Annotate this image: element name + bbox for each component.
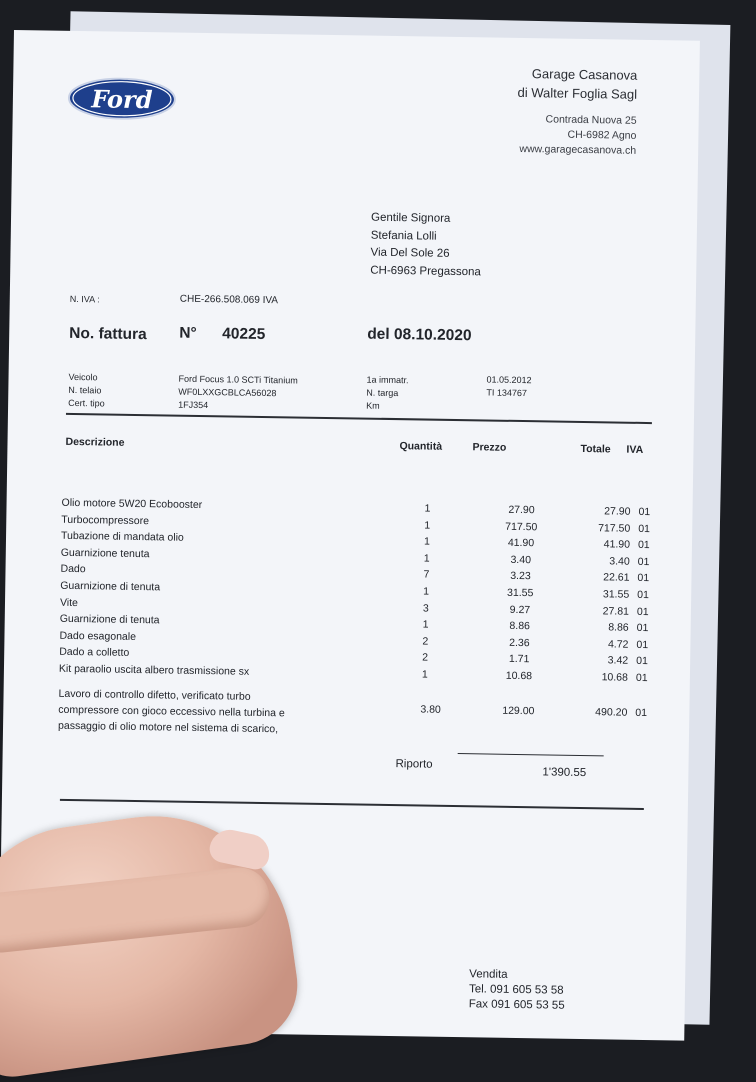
labour-row (57, 686, 659, 736)
item-iva: 01 (636, 605, 649, 618)
col-iva: IVA (626, 443, 644, 456)
recipient-salutation: Gentile Signora (371, 211, 451, 225)
item-description: Kit paraolio uscita albero trasmissione sx (58, 662, 250, 678)
item-total: 4.72 (607, 638, 629, 651)
item-total: 3.40 (609, 555, 630, 568)
item-qty: 3 (422, 602, 429, 615)
company-block (517, 64, 638, 159)
invoice-date: del 08.10.2020 (367, 325, 472, 345)
company-name-2: di Walter Foglia Sagl (517, 84, 638, 102)
item-price: 9.27 (509, 603, 531, 616)
item-description: Tubazione di mandata olio (60, 529, 184, 544)
item-qty: 2 (422, 635, 429, 648)
item-price: 3.23 (510, 570, 531, 583)
vehicle-labels (68, 371, 105, 411)
ford-logo (68, 77, 177, 126)
item-qty: 1 (424, 502, 431, 515)
item-iva: 01 (637, 539, 650, 552)
item-iva: 01 (635, 671, 648, 685)
item-qty: 1 (423, 535, 430, 548)
item-iva: 01 (638, 522, 651, 535)
invoice-number: 40225 (222, 325, 266, 343)
item-qty: 7 (423, 568, 430, 581)
contact-block (469, 967, 566, 1014)
recipient-block (370, 210, 482, 282)
label-km: Km (366, 400, 380, 411)
item-total: 717.50 (598, 521, 631, 535)
company-address: Contrada Nuova 25 (545, 113, 637, 127)
item-description: Turbocompressore (61, 513, 150, 527)
item-iva: 01 (636, 622, 649, 635)
company-website: www.garagecasanova.ch (519, 142, 637, 157)
col-descrizione: Descrizione (65, 435, 125, 449)
vehicle-values (178, 373, 298, 414)
value-tipo: 1FJ354 (178, 399, 209, 411)
item-description: Vite (59, 596, 79, 609)
labour-iva: 01 (635, 706, 648, 720)
col-prezzo: Prezzo (472, 441, 507, 454)
col-quantita: Quantità (399, 440, 443, 453)
item-total: 3.42 (607, 654, 629, 668)
item-qty: 2 (422, 651, 429, 664)
item-price: 41.90 (507, 537, 535, 550)
footer-divider (60, 799, 644, 810)
riporto-rule (458, 753, 604, 756)
item-description: Dado (60, 563, 86, 576)
item-description: Guarnizione di tenuta (59, 612, 160, 627)
item-qty: 1 (423, 552, 430, 565)
company-city: CH-6982 Agno (567, 128, 637, 142)
item-qty: 1 (424, 519, 431, 532)
item-total: 31.55 (602, 588, 630, 601)
registration-labels (366, 374, 409, 414)
item-iva: 01 (636, 638, 649, 651)
item-description: Olio motore 5W20 Ecobooster (61, 496, 203, 512)
recipient-street: Via Del Sole 26 (370, 246, 450, 260)
item-total: 27.81 (602, 604, 630, 618)
label-targa: N. targa (366, 387, 399, 399)
riporto-value: 1'390.55 (542, 766, 587, 780)
item-description: Dado a colletto (59, 646, 130, 660)
sales-tel: Tel. 091 605 53 58 (468, 983, 564, 997)
item-total: 8.86 (608, 621, 629, 634)
value-immatr: 01.05.2012 (486, 374, 532, 386)
company-name: Garage Casanova (531, 66, 638, 83)
vat-number: CHE-266.508.069 IVA (179, 293, 279, 307)
invoice-number-label: N° (179, 324, 197, 342)
item-total: 41.90 (603, 538, 631, 551)
label-tipo: Cert. tipo (68, 397, 105, 409)
label-immatr: 1a immatr. (366, 374, 409, 386)
item-price: 1.71 (508, 653, 530, 666)
item-iva: 01 (637, 588, 649, 602)
item-description: Dado esagonale (59, 629, 137, 643)
item-qty: 1 (422, 618, 429, 631)
recipient-city: CH-6963 Pregassona (370, 264, 481, 278)
label-veicolo: Veicolo (68, 371, 98, 383)
item-total: 10.68 (601, 671, 628, 684)
svg-text:Ford: Ford (91, 84, 153, 115)
value-targa: TI 134767 (486, 387, 527, 399)
item-price: 717.50 (505, 520, 538, 533)
riporto-label: Riporto (395, 758, 433, 771)
col-totale: Totale (580, 442, 611, 456)
item-description: Guarnizione di tenuta (60, 579, 161, 594)
item-qty: 1 (423, 585, 430, 598)
header-divider (66, 413, 652, 424)
item-iva: 01 (636, 655, 648, 668)
item-price: 2.36 (509, 636, 530, 649)
item-price: 10.68 (505, 669, 533, 683)
label-telaio: N. telaio (68, 384, 102, 396)
sales-label: Vendita (469, 968, 508, 981)
sales-fax: Fax 091 605 53 55 (468, 998, 565, 1012)
vat-label: N. IVA : (69, 293, 100, 305)
labour-qty: 3.80 (420, 703, 441, 716)
value-telaio: WF0LXXGCBLCA56028 (178, 386, 277, 399)
labour-price: 129.00 (502, 704, 535, 718)
registration-values (486, 373, 531, 400)
labour-total: 490.20 (595, 706, 628, 719)
item-iva: 01 (637, 555, 650, 568)
value-veicolo: Ford Focus 1.0 SCTi Titanium (178, 373, 298, 386)
item-iva: 01 (638, 505, 651, 519)
labour-description: Lavoro di controllo difetto, verificato turbo compressore con gioco eccessivo nella turbina e passaggio di olio motore nel sistema di scarico, (57, 687, 285, 736)
item-price: 3.40 (510, 553, 532, 566)
item-price: 27.90 (508, 503, 535, 517)
item-qty: 1 (421, 668, 428, 681)
invoice-label: No. fattura (69, 324, 147, 344)
item-total: 27.90 (604, 505, 631, 518)
item-iva: 01 (637, 572, 650, 585)
item-price: 31.55 (506, 586, 534, 600)
item-total: 22.61 (603, 571, 630, 585)
item-price: 8.86 (509, 620, 531, 633)
recipient-name: Stefania Lolli (370, 229, 437, 243)
item-description: Guarnizione tenuta (60, 546, 150, 560)
